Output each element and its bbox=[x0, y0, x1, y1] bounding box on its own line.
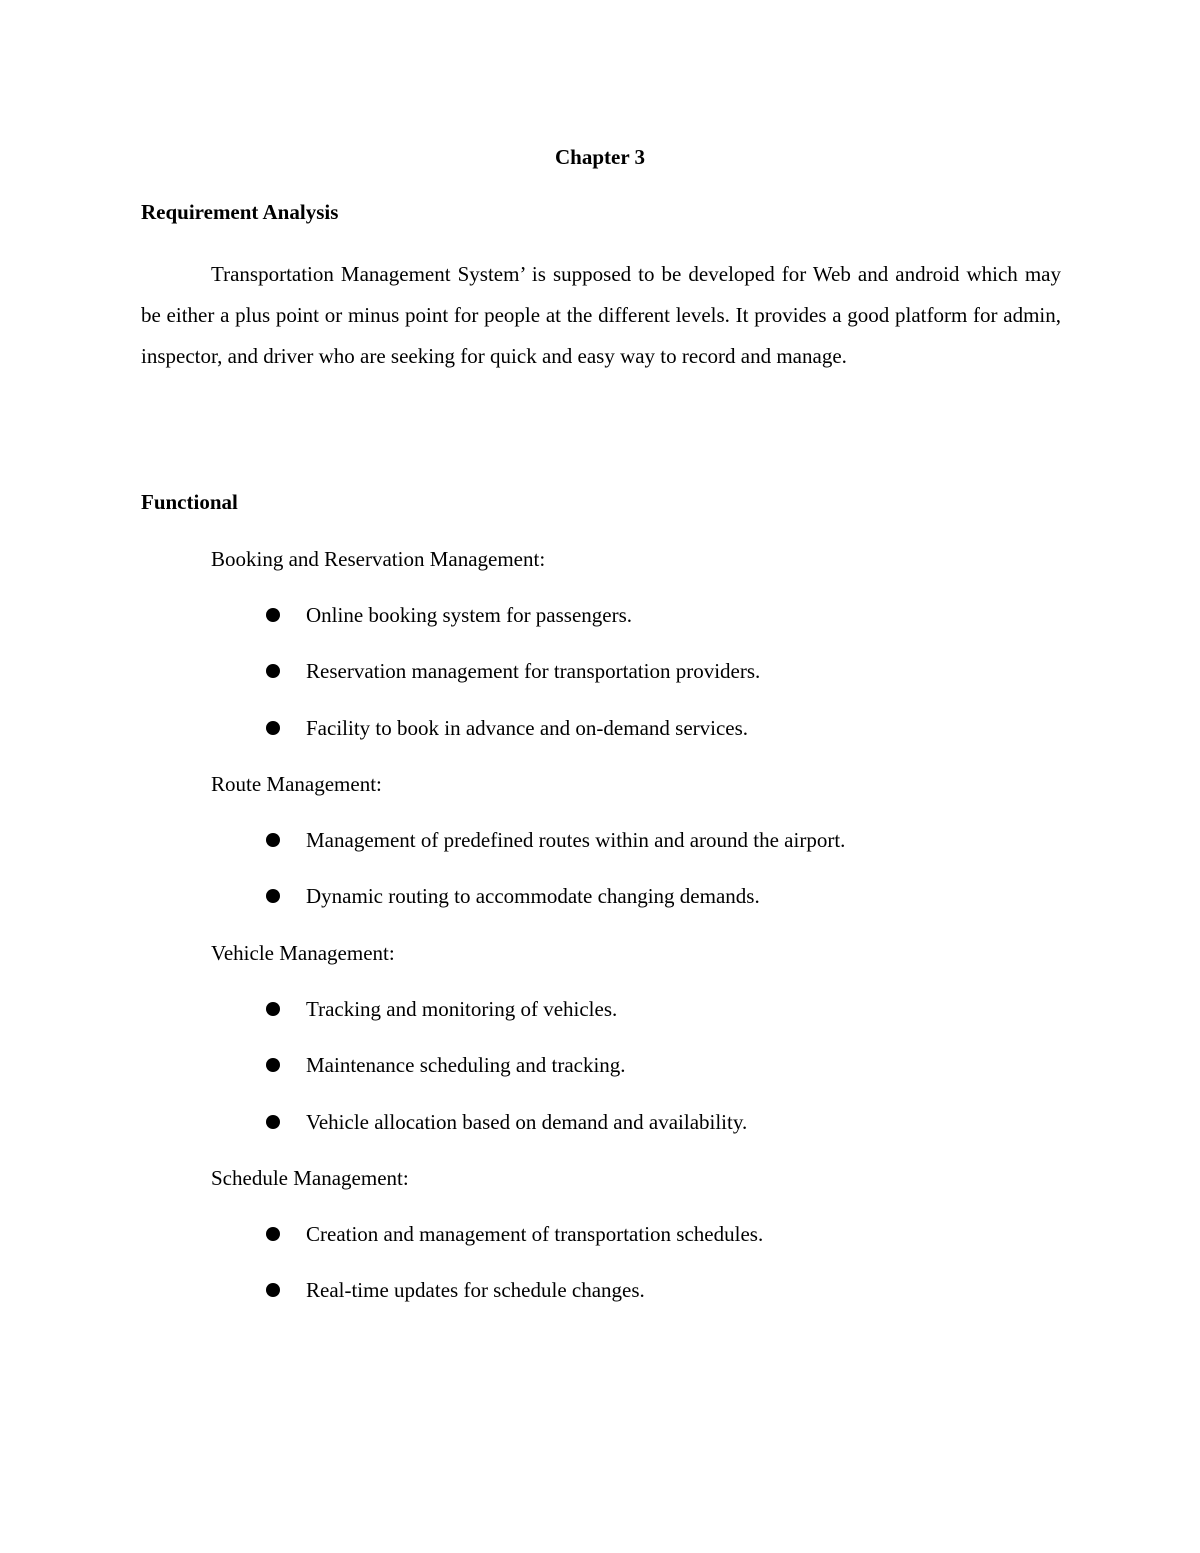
list-item bbox=[0, 1220, 1200, 1248]
bullet-icon bbox=[266, 721, 280, 735]
functional-heading: Functional bbox=[141, 490, 238, 514]
bullet-icon bbox=[266, 1115, 280, 1129]
list-item bbox=[0, 1108, 1200, 1136]
bullet-icon bbox=[266, 889, 280, 903]
list-item-text: Online booking system for passengers. bbox=[306, 603, 633, 627]
list-item-text: Facility to book in advance and on-demand services. bbox=[306, 716, 749, 740]
list-item bbox=[0, 657, 1200, 685]
section-title-schedule: Schedule Management: bbox=[211, 1166, 409, 1190]
list-item-text: Management of predefined routes within and around the airport. bbox=[306, 828, 846, 852]
list-item bbox=[0, 995, 1200, 1023]
bullet-icon bbox=[266, 1058, 280, 1072]
list-item bbox=[0, 1051, 1200, 1079]
list-item-text: Real-time updates for schedule changes. bbox=[306, 1278, 645, 1302]
list-item-text: Dynamic routing to accommodate changing demands. bbox=[306, 884, 760, 908]
requirement-analysis-heading: Requirement Analysis bbox=[141, 200, 339, 224]
section-title-vehicle: Vehicle Management: bbox=[211, 941, 395, 965]
bullet-icon bbox=[266, 1283, 280, 1297]
bullet-icon bbox=[266, 833, 280, 847]
list-item-text: Creation and management of transportation schedules. bbox=[306, 1222, 764, 1246]
list-item bbox=[0, 714, 1200, 742]
list-item bbox=[0, 1276, 1200, 1304]
bullet-icon bbox=[266, 1002, 280, 1016]
list-item bbox=[0, 826, 1200, 854]
bullet-icon bbox=[266, 608, 280, 622]
list-item bbox=[0, 601, 1200, 629]
list-item bbox=[0, 882, 1200, 910]
list-item-text: Tracking and monitoring of vehicles. bbox=[306, 997, 618, 1021]
section-title-booking: Booking and Reservation Management: bbox=[211, 547, 546, 571]
intro-paragraph: Transportation Management System’ is supposed to be developed for Web and android which may be either a plus point or minus point for people at the different levels. It provides a good platform for admin, inspector, and driver who are seeking for quick and easy way to record and manage. bbox=[141, 262, 1061, 368]
list-item-text: Reservation management for transportation providers. bbox=[306, 659, 761, 683]
section-title-route: Route Management: bbox=[211, 772, 382, 796]
bullet-icon bbox=[266, 664, 280, 678]
list-item-text: Vehicle allocation based on demand and availability. bbox=[306, 1110, 748, 1134]
chapter-title: Chapter 3 bbox=[554, 145, 646, 169]
bullet-icon bbox=[266, 1227, 280, 1241]
list-item-text: Maintenance scheduling and tracking. bbox=[306, 1053, 626, 1077]
